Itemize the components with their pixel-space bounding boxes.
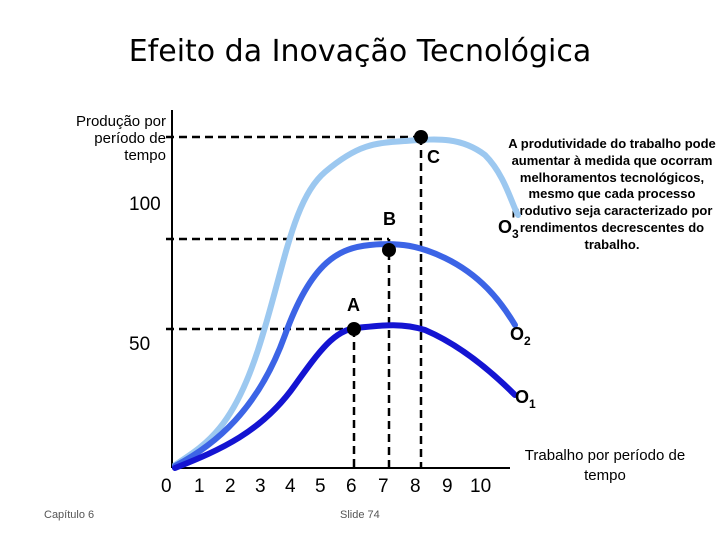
x-tick: 2 bbox=[225, 476, 236, 497]
x-tick: 7 bbox=[378, 476, 389, 497]
annotation-text: A produtividade do trabalho pode aumentar à medida que ocorram melhoramentos tecnológicos, mesmo que cada processo produtivo seja caracterizado por rendimentos decrescentes do trabalho. bbox=[508, 136, 716, 252]
x-tick: 6 bbox=[346, 476, 357, 497]
slide-title: Efeito da Inovação Tecnológica bbox=[128, 34, 592, 69]
x-tick: 8 bbox=[410, 476, 421, 497]
y-tick-100: 100 bbox=[129, 194, 161, 215]
x-tick-labels bbox=[161, 476, 491, 497]
x-tick: 3 bbox=[255, 476, 266, 497]
curve-label-o3: $O_3$ bbox=[498, 217, 519, 241]
y-axis-label: Produção por período de tempo bbox=[75, 113, 166, 164]
y-tick-50: 50 bbox=[129, 334, 151, 355]
x-tick: 0 bbox=[161, 476, 172, 497]
point-label-b: B bbox=[383, 209, 396, 229]
curve-label-o1: $O_1$ bbox=[515, 387, 536, 411]
x-axis-label: Trabalho por período de tempo bbox=[524, 447, 686, 484]
x-tick: 4 bbox=[285, 476, 296, 497]
footer-chapter: Capítulo 6 bbox=[44, 509, 95, 521]
point-label-c: C bbox=[427, 147, 440, 167]
x-tick: 10 bbox=[470, 476, 492, 497]
point-a bbox=[347, 322, 361, 336]
x-tick: 1 bbox=[194, 476, 205, 497]
curve-label-o2: $O_2$ bbox=[510, 324, 531, 348]
point-b bbox=[382, 243, 396, 257]
x-tick: 5 bbox=[315, 476, 326, 497]
guide-lines bbox=[166, 137, 421, 468]
footer-slide-number: Slide 74 bbox=[340, 509, 380, 521]
curve-o1 bbox=[175, 325, 515, 468]
x-tick: 9 bbox=[442, 476, 453, 497]
point-c bbox=[414, 130, 428, 144]
point-label-a: A bbox=[347, 295, 360, 315]
